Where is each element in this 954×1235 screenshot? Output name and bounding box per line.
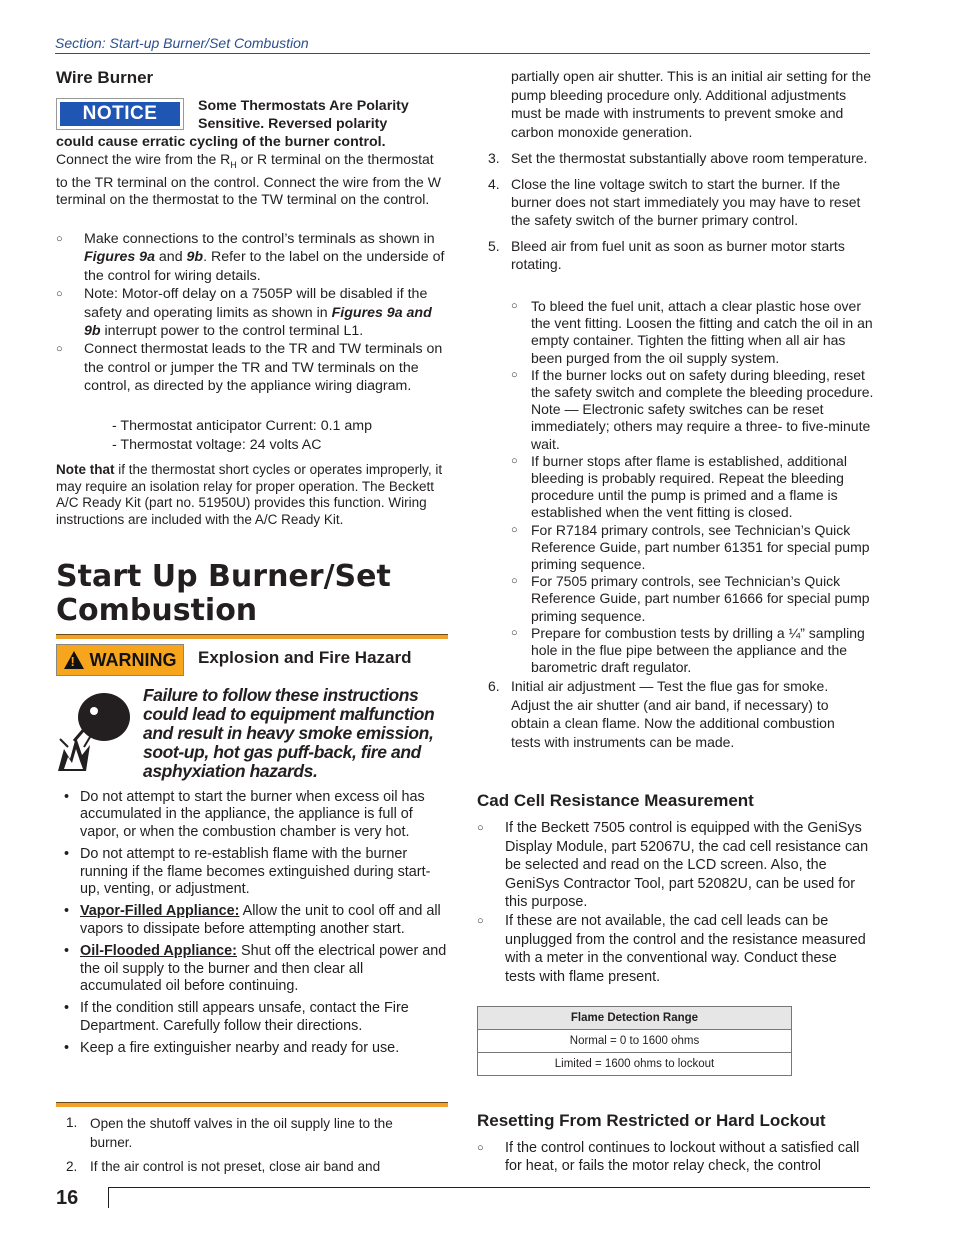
bleed-sub-list	[511, 298, 877, 676]
spec-current: - Thermostat anticipator Current: 0.1 amp	[112, 418, 372, 434]
list-item: • If the condition still appears unsafe, contact the Fire Department. Carefully follow their directions.	[56, 1000, 448, 1035]
orange-rule	[56, 1102, 448, 1107]
step-list	[488, 149, 876, 273]
list-item: ○ If these are not available, the cad cell leads can be unplugged from the control and the resistance measured with a meter in the conventional way. Conduct these tests with flame present.	[477, 912, 869, 986]
orange-rule	[56, 634, 448, 639]
step-6: 6. Initial air adjustment — Test the flue gas for smoke. Adjust the air shutter (and air band, if necessary) to obtain a clean flame. Now the additional combustion tests with instruments can be made.	[488, 678, 835, 750]
explosion-icon	[56, 689, 136, 771]
title-line: Start Up Burner/Set	[56, 559, 391, 594]
list-item: ○ For 7505 primary controls, see Technician’s Quick Reference Guide, part number 61666 for special pump priming sequence.	[511, 573, 877, 625]
note-paragraph: Note that if the thermostat short cycles or operates improperly, it may require an isolation relay for proper operation. The Beckett A/C Ready Kit (part no. 51950U) provides this function. Wiring instructions are included with the A/C Ready Kit.	[56, 462, 443, 528]
step-1: 1. Open the shutoff valves in the oil supply line to the burner.	[66, 1115, 393, 1150]
reset-title: Resetting From Restricted or Hard Lockout	[477, 1111, 826, 1130]
warning-icon: !	[64, 651, 84, 669]
step-2-continued: partially open air shutter. This is an initial air setting for the pump bleeding procedure only. Additional adjustments must be made with instruments to prevent smoke and carbon monoxide generation.	[511, 68, 872, 140]
list-item: ○ For R7184 primary controls, see Technician’s Quick Reference Guide, part number 61351 for special pump priming sequence.	[511, 522, 877, 574]
warning-label: WARNING	[89, 649, 177, 670]
list-item: ○ If the Beckett 7505 control is equipped with the GeniSys Display Module, part 52067U, the cad cell resistance can be selected and read on the LCD screen. Also, the GeniSys Contractor Tool, part 52082U, can be used for this purpose.	[477, 819, 869, 912]
list-item: ○ To bleed the fuel unit, attach a clear plastic hose over the vent fitting. Loosen the fitting and catch the oil in an empty container. Tighten the fitting when all air has been purged from the oil supply system.	[511, 298, 877, 367]
para-subscript: H	[230, 159, 237, 170]
page-number: 16	[56, 1187, 79, 1209]
para-text: Connect the wire from the R	[56, 151, 231, 167]
header-rule	[55, 53, 870, 54]
list-item: • Do not attempt to start the burner when excess oil has accumulated in the appliance, the appliance is full of vapor, or when the combustion chamber is very hot.	[56, 789, 448, 841]
notice-line: Some Thermostats Are Polarity	[198, 98, 409, 114]
table-header: Flame Detection Range	[478, 1007, 792, 1030]
para-text: or R terminal on the thermostat to the TR terminal on the control. Connect the wire from the W terminal on the thermostat to the TW terminal on the control.	[56, 151, 441, 208]
table-cell: Normal = 0 to 1600 ohms	[478, 1030, 792, 1053]
wire-paragraph	[56, 151, 446, 209]
footer-rule	[108, 1187, 870, 1188]
spec-voltage: - Thermostat voltage: 24 volts AC	[112, 437, 322, 453]
flame-detection-table	[477, 1006, 792, 1076]
cad-cell-title: Cad Cell Resistance Measurement	[477, 791, 754, 810]
notice-text	[198, 97, 409, 133]
wire-bullet-list	[56, 230, 448, 396]
hazard-bullet-list	[56, 789, 448, 1063]
list-item: • Do not attempt to re-establish flame with the burner running if the flame becomes extinguished during start-up, venting, or adjustment.	[56, 846, 448, 898]
step-item: 3. Set the thermostat substantially above room temperature.	[488, 150, 868, 166]
reset-list	[477, 1139, 879, 1176]
warning-badge	[56, 644, 184, 676]
step-item: 5. Bleed air from fuel unit as soon as burner motor starts rotating.	[488, 238, 845, 272]
hazard-text: Failure to follow these instructions could lead to equipment malfunction and result in heavy smoke emission, soot-up, hot gas puff-back, fire and asphyxiation hazards.	[143, 685, 435, 781]
title-line: Combustion	[56, 593, 258, 628]
table-row	[478, 1030, 792, 1053]
list-item: ○ Prepare for combustion tests by drilling a ¼” sampling hole in the flue pipe between the appliance and the barometric draft regulator.	[511, 625, 877, 677]
table-cell: Limited = 1600 ohms to lockout	[478, 1053, 792, 1076]
list-item: ○ If the burner locks out on safety during bleeding, reset the safety switch and complete the bleeding procedure. Note — Electronic safety switches can be reset immediately; others may require a three- to five-minute wait.	[511, 367, 877, 453]
table-header-row	[478, 1007, 792, 1030]
footer-divider	[108, 1188, 109, 1208]
hazard-title: Explosion and Fire Hazard	[198, 648, 412, 667]
list-item: • Oil-Flooded Appliance: Shut off the electrical power and the oil supply to the burner and then clear all accumulated oil before continuing.	[56, 943, 448, 995]
cad-cell-list	[477, 819, 869, 986]
table-row	[478, 1053, 792, 1076]
list-item: ○ If burner stops after flame is established, additional bleeding is probably required. Repeat the bleeding procedure until the pump is primed and a flame is established when the vent fitting is closed.	[511, 453, 877, 522]
notice-line: Sensitive. Reversed polarity	[198, 116, 388, 132]
list-item: ○ Connect thermostat leads to the TR and TW terminals on the control or jumper the TR and TW terminals on the control, as directed by the appliance wiring diagram.	[56, 340, 448, 395]
list-item: ○ Note: Motor-off delay on a 7505P will be disabled if the safety and operating limits as shown in Figures 9a and 9b interrupt power to the control terminal L1.	[56, 285, 448, 340]
list-item: • Keep a fire extinguisher nearby and ready for use.	[56, 1040, 448, 1057]
notice-line-3: could cause erratic cycling of the burner control.	[56, 134, 386, 150]
page-title	[56, 560, 391, 628]
step-2: 2. If the air control is not preset, close air band and	[66, 1159, 381, 1174]
list-item: • Vapor-Filled Appliance: Allow the unit to cool off and all vapors to dissipate before attempting another start.	[56, 903, 448, 938]
list-item: ○ If the control continues to lockout without a satisfied call for heat, or fails the motor relay check, the control	[477, 1139, 879, 1176]
notice-label: NOTICE	[60, 102, 180, 126]
notice-badge	[56, 98, 184, 130]
section-header: Section: Start-up Burner/Set Combustion	[55, 35, 309, 51]
list-item: ○ Make connections to the control’s terminals as shown in Figures 9a and 9b. Refer to the label on the underside of the control for wiring details.	[56, 230, 448, 285]
wire-burner-title: Wire Burner	[56, 68, 154, 87]
step-item: 4. Close the line voltage switch to start the burner. If the burner does not start immediately you may have to reset the safety switch of the burner primary control.	[488, 176, 861, 228]
